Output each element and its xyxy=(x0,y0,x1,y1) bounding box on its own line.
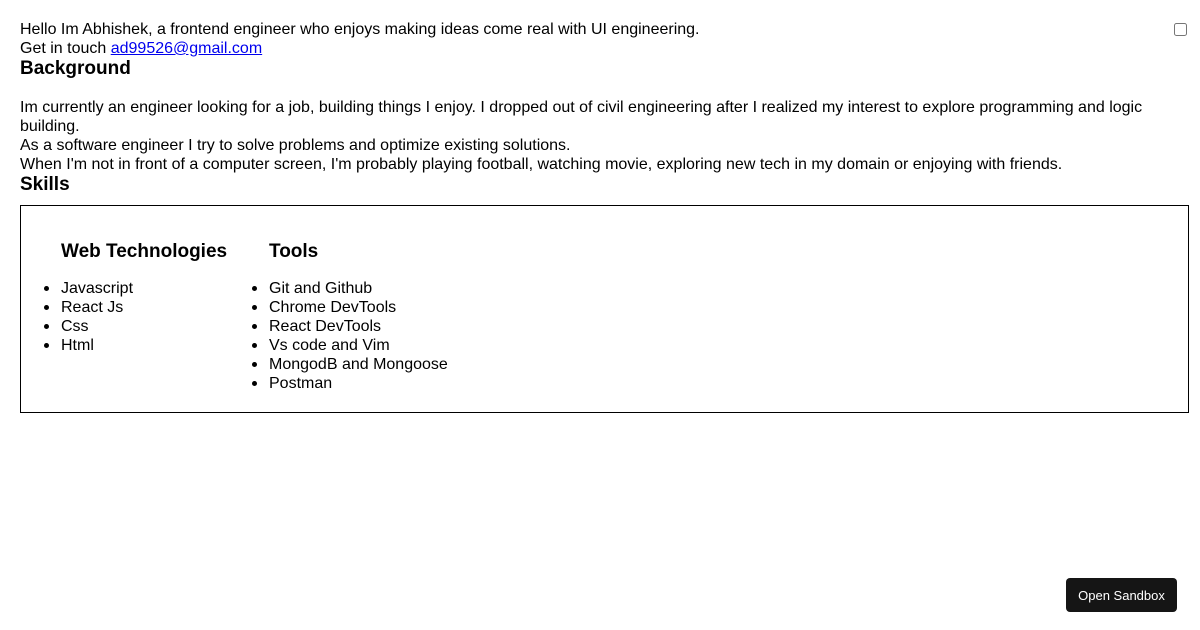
tool-item: MongodB and Mongoose xyxy=(269,356,448,373)
skill-item: Javascript xyxy=(61,279,227,298)
background-line: As a software engineer I try to solve problems and optimize existing solutions. xyxy=(20,137,571,154)
web-technologies-title: Web Technologies xyxy=(61,241,228,262)
skill-item: Css xyxy=(61,317,227,336)
skill-item: Html xyxy=(61,336,227,355)
tools-column xyxy=(269,206,448,393)
tools-list xyxy=(269,279,448,393)
web-technologies-column xyxy=(61,206,227,355)
skills-box xyxy=(20,205,1189,413)
skill-item: React Js xyxy=(61,298,227,317)
intro-text: Hello Im Abhishek, a frontend engineer who enjoys making ideas come real with UI engineering. xyxy=(20,21,700,38)
tool-item: Git and Github xyxy=(269,279,448,298)
contact-line xyxy=(20,39,1189,58)
open-sandbox-button[interactable]: Open Sandbox xyxy=(1066,578,1177,612)
tools-title: Tools xyxy=(269,241,319,262)
background-line: Im currently an engineer looking for a job, building things I enjoy. I dropped out of civil engineering after I realized my interest to explore programming and logic building. xyxy=(20,99,1143,135)
portfolio-page xyxy=(20,20,1189,413)
background-line: When I'm not in front of a computer screen, I'm probably playing football, watching movie, exploring new tech in my domain or enjoying with friends. xyxy=(20,156,1063,173)
background-text xyxy=(20,98,1189,174)
email-link[interactable]: ad99526@gmail.com xyxy=(110,40,263,57)
tool-item: Postman xyxy=(269,374,448,393)
tool-item: Chrome DevTools xyxy=(269,298,448,317)
contact-prefix: Get in touch xyxy=(20,40,111,57)
tool-item: React DevTools xyxy=(269,317,448,336)
skills-heading: Skills xyxy=(20,174,70,195)
web-technologies-list xyxy=(61,279,227,355)
background-heading: Background xyxy=(20,58,131,79)
tool-item: Vs code and Vim xyxy=(269,336,448,355)
